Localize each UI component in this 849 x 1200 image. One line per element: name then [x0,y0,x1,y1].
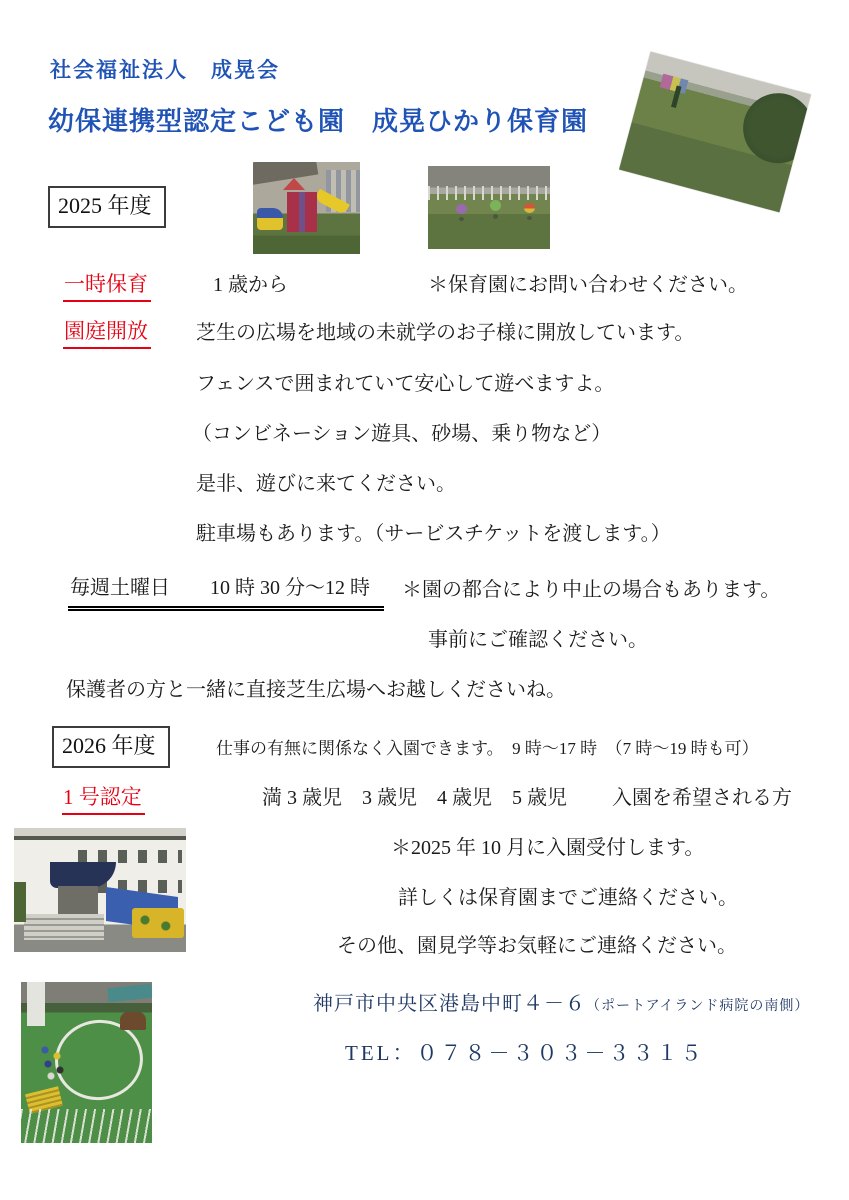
entei-kaiho-label: 園庭開放 [63,318,151,349]
playground-equipment-photo [253,162,360,254]
ichiji-age-text: 1 歳から [213,274,288,296]
photo-detail-rider-orange [524,203,535,213]
address-note: （ポートアイランド病院の南側） [586,999,810,1014]
photo-detail-rider-purple [456,204,467,214]
lawn-spring-riders-photo [428,166,550,249]
photo-detail-roof [283,178,305,190]
photo-detail-fence [428,186,550,200]
ichigo-target-text: 入園を希望される方 [612,787,792,809]
enrollment-note-3: その他、園見学等お気軽にご連絡ください。 [337,935,737,957]
nursery-building-entrance-photo [14,828,186,952]
photo-detail-banner [107,984,152,1003]
saturday-schedule-text: 毎週土曜日 10 時 30 分～12 時 [68,576,384,611]
address-main: 神戸市中央区港島中町４－６ [313,993,586,1015]
entei-line-1: 芝生の広場を地域の未就学のお子様に開放しています。 [196,322,695,344]
entei-line-3: （コンビネーション遊具、砂場、乗り物など） [192,423,612,445]
photo-detail-shrub [14,882,26,922]
page-title: 幼保連携型認定こども園 成晃ひかり保育園 [48,107,589,136]
photo-detail-lanes [21,1109,152,1143]
photo-detail-steps [24,914,104,940]
organization-name: 社会福祉法人 成晃会 [50,58,280,82]
photo-detail-entrance [58,886,98,914]
enrollment-note-1: ＊2025 年 10 月に入園受付します。 [391,837,705,859]
photo-detail-panel [287,192,317,232]
enrollment-note-2: 詳しくは保育園までご連絡ください。 [398,887,738,909]
photo-detail-building-edge [27,982,45,1026]
ichiji-hoiku-label: 一時保育 [63,271,151,302]
closing-invite-text: 保護者の方と一緒に直接芝生広場へお越しくださいね。 [66,679,566,701]
entei-line-5: 駐車場もあります。（サービスチケットを渡します。） [196,523,671,545]
photo-detail-roofline [14,836,186,840]
turf-playground-aerial-photo [21,982,152,1143]
year-2026-badge: 2026 年度 [52,726,170,768]
photo-detail-boat [257,208,283,230]
photo-detail-tree [735,85,811,171]
year-2025-badge: 2025 年度 [48,186,166,228]
schedule-note2-text: 事前にご確認ください。 [428,629,648,651]
ichigo-ages-text: 満 3 歳児 3 歳児 4 歳児 5 歳児 [262,787,567,809]
ichigo-nintei-label: 1 号認定 [62,784,145,815]
tilted-lawn-field-photo [619,52,811,213]
entei-line-4: 是非、遊びに来てください。 [196,473,456,495]
photo-detail-rider-green [490,200,501,211]
y2026-intro-text: 仕事の有無に関係なく入園できます。 9 時～17 時 （7 時～19 時も可） [216,739,759,758]
photo-detail-children [39,1042,69,1082]
photo-detail-mural [132,908,184,938]
address-text [313,992,809,1017]
photo-detail-hut [120,1012,146,1030]
entei-line-2: フェンスで囲まれていて安心して遊べますよ。 [196,373,615,395]
schedule-note-text: ＊園の都合により中止の場合もあります。 [402,579,781,601]
ichiji-note-text: ＊保育園にお問い合わせください。 [428,274,748,296]
telephone-text: TEL：０７８－３０３－３３１５ [345,1041,705,1065]
photo-detail-overpass [253,162,318,185]
